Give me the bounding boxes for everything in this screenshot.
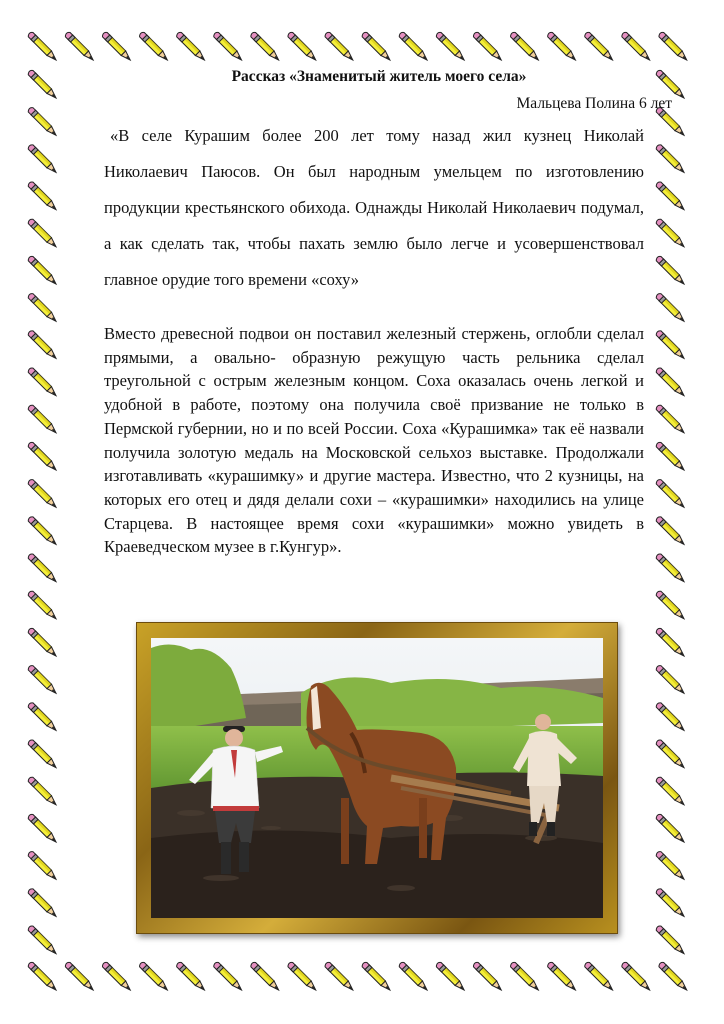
pencil-icon: [656, 294, 684, 322]
pencil-icon: [102, 32, 130, 60]
pencil-icon: [585, 962, 613, 990]
pencil-icon: [656, 145, 684, 173]
pencil-icon: [656, 926, 684, 954]
pencil-icon: [177, 962, 205, 990]
pencil-icon: [511, 32, 539, 60]
pencil-icon: [659, 962, 687, 990]
pencil-icon: [656, 889, 684, 917]
pencil-icon: [656, 666, 684, 694]
pencil-icon: [251, 962, 279, 990]
pencil-icon: [65, 962, 93, 990]
pencil-icon: [28, 32, 56, 60]
pencil-icon: [28, 666, 56, 694]
pencil-icon: [28, 256, 56, 284]
pencil-icon: [656, 554, 684, 582]
paragraph-2: Вместо древесной подвои он поставил железный стержень, оглобли сделал прямыми, а овально- образную режущую часть рельника сделал треугольной с острым железным концом. Соха оказалась очень легкой и удобной в работе, поэтому она получила своё призвание не только в Пермской губернии, но и по всей России. Соха «Курашимка» так её назвали получила золотую медаль на Московской сельхоз выставке. Продолжали изготавливать «курашимку» и другие мастера. Известно, что 2 кузницы, на которых его отец и дядя делали сохи – «курашимки» находились на улице Старцева. В настоящее время сохи «курашимки» можно увидеть в Краеведческом музее в г.Кунгур».: [104, 324, 644, 557]
pencil-icon: [28, 480, 56, 508]
pencil-icon: [28, 628, 56, 656]
pencil-icon: [656, 331, 684, 359]
pencil-icon: [436, 962, 464, 990]
photo-frame: [136, 622, 618, 934]
pencil-icon: [28, 294, 56, 322]
pencil-icon: [656, 628, 684, 656]
pencil-icon: [362, 32, 390, 60]
pencil-icon: [28, 368, 56, 396]
pencil-icon: [140, 32, 168, 60]
pencil-icon: [399, 962, 427, 990]
pencil-icon: [656, 740, 684, 768]
pencil-icon: [214, 962, 242, 990]
pencil-icon: [656, 852, 684, 880]
pencil-icon: [28, 740, 56, 768]
pencil-icon: [28, 70, 56, 98]
pencil-icon: [473, 962, 501, 990]
pencil-icon: [214, 32, 242, 60]
pencil-icon: [656, 256, 684, 284]
pencil-icon: [656, 777, 684, 805]
pencil-icon: [28, 852, 56, 880]
story-title: Рассказ «Знаменитый житель моего села»: [231, 68, 527, 85]
pencil-icon: [28, 405, 56, 433]
pencil-icon: [585, 32, 613, 60]
pencil-icon: [656, 219, 684, 247]
pencil-icon: [28, 962, 56, 990]
pencil-icon: [362, 962, 390, 990]
pencil-icon: [28, 703, 56, 731]
pencil-icon: [251, 32, 279, 60]
pencil-icon: [325, 32, 353, 60]
pencil-icon: [28, 331, 56, 359]
pencil-icon: [28, 108, 56, 136]
pencil-icon: [28, 145, 56, 173]
pencil-icon: [436, 32, 464, 60]
pencil-icon: [656, 405, 684, 433]
pencil-icon: [622, 962, 650, 990]
pencil-icon: [656, 591, 684, 619]
pencil-icon: [288, 32, 316, 60]
pencil-icon: [656, 70, 684, 98]
pencil-icon: [656, 814, 684, 842]
pencil-icon: [28, 517, 56, 545]
horse-plowing-photo: [151, 638, 603, 918]
paragraph-1: «В селе Курашим более 200 лет тому назад жил кузнец Николай Николаевич Паюсов. Он был народным умельцем по изготовлению продукции крестьянского обихода. Однажды Николай Николаевич подумал, а как сделать так, чтобы пахать землю было легче и усовершенствовал главное орудие того времени «соху»: [104, 126, 644, 289]
pencil-icon: [28, 777, 56, 805]
pencil-icon: [622, 32, 650, 60]
pencil-icon: [102, 962, 130, 990]
pencil-icon: [656, 517, 684, 545]
pencil-icon: [28, 442, 56, 470]
pencil-icon: [28, 219, 56, 247]
pencil-icon: [656, 182, 684, 210]
pencil-icon: [656, 442, 684, 470]
pencil-icon: [28, 591, 56, 619]
pencil-icon: [325, 962, 353, 990]
pencil-icon: [28, 889, 56, 917]
pencil-icon: [288, 962, 316, 990]
pencil-icon: [65, 32, 93, 60]
pencil-icon: [659, 32, 687, 60]
pencil-icon: [548, 962, 576, 990]
pencil-icon: [177, 32, 205, 60]
pencil-icon: [548, 32, 576, 60]
pencil-icon: [140, 962, 168, 990]
pencil-icon: [473, 32, 501, 60]
pencil-icon: [28, 554, 56, 582]
pencil-icon: [28, 182, 56, 210]
pencil-icon: [656, 480, 684, 508]
pencil-icon: [28, 926, 56, 954]
pencil-icon: [656, 368, 684, 396]
pencil-icon: [399, 32, 427, 60]
author-line: Мальцева Полина 6 лет: [516, 95, 672, 112]
pencil-icon: [511, 962, 539, 990]
pencil-icon: [28, 814, 56, 842]
pencil-icon: [656, 703, 684, 731]
